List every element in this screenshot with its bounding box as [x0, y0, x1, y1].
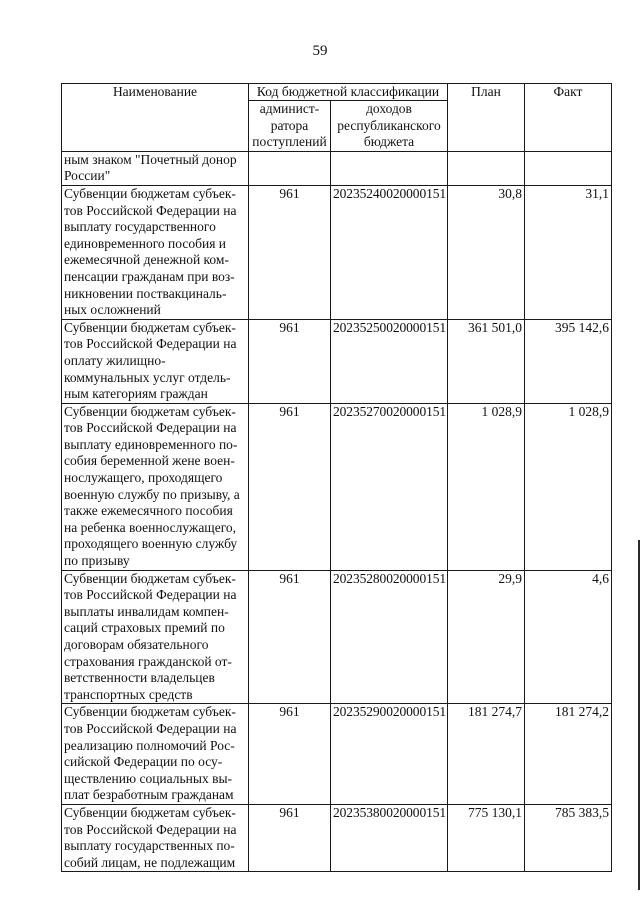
- row-fact: 4,6: [525, 570, 612, 704]
- row-fact: 785 383,5: [525, 804, 612, 871]
- row-income-code: 20235270020000151: [331, 403, 448, 570]
- row-name: ным знаком "Почетный донор России": [62, 151, 249, 185]
- row-plan: 1 028,9: [448, 403, 525, 570]
- table-row: [62, 151, 612, 185]
- table-row: [62, 319, 612, 403]
- table-row: [62, 185, 612, 319]
- row-fact: 1 028,9: [525, 403, 612, 570]
- row-admin-code: 961: [249, 185, 331, 319]
- row-name: Субвенции бюджетам субъек- тов Российской Федерации на оплату жилищно- коммунальных услуг отдель- ным категориям граждан: [62, 319, 249, 403]
- column-header-plan: План: [448, 84, 525, 152]
- column-header-name: Наименование: [62, 84, 249, 152]
- row-name: Субвенции бюджетам субъек- тов Российской Федерации на реализацию полномочий Рос- сийской Федерации по осу- ществлению социальных вы- плат безработным гражданам: [62, 704, 249, 805]
- column-header-fact: Факт: [525, 84, 612, 152]
- row-plan: [448, 151, 525, 185]
- row-income-code: 20235280020000151: [331, 570, 448, 704]
- row-fact: 395 142,6: [525, 319, 612, 403]
- table-row: [62, 804, 612, 871]
- row-fact: 31,1: [525, 185, 612, 319]
- row-admin-code: 961: [249, 804, 331, 871]
- row-admin-code: 961: [249, 570, 331, 704]
- row-income-code: [331, 151, 448, 185]
- row-admin-code: 961: [249, 403, 331, 570]
- row-income-code: 20235380020000151: [331, 804, 448, 871]
- page-number: 59: [312, 43, 328, 59]
- row-name: Субвенции бюджетам субъек- тов Российской Федерации на выплату единовременного по- собия беременной жене воен- нослужащего, проходящего военную службу по призыву, а также ежемесячного пособия на ребенка военнослужащего, проходящего военную службу по призыву: [62, 403, 249, 570]
- header-row-top: [62, 84, 612, 101]
- row-admin-code: [249, 151, 331, 185]
- column-header-admin: админист- ратора поступлений: [249, 101, 331, 152]
- table-row: [62, 704, 612, 805]
- row-plan: 181 274,7: [448, 704, 525, 805]
- table-row: [62, 570, 612, 704]
- row-income-code: 20235240020000151: [331, 185, 448, 319]
- row-name: Субвенции бюджетам субъек- тов Российской Федерации на выплату государственных по- собий лицам, не подлежащим: [62, 804, 249, 871]
- row-income-code: 20235290020000151: [331, 704, 448, 805]
- row-name: Субвенции бюджетам субъек- тов Российской Федерации на выплаты инвалидам компен- саций страховых премий по договорам обязательного страхования гражданской от- ветственности владельцев транспортных средств: [62, 570, 249, 704]
- row-admin-code: 961: [249, 319, 331, 403]
- row-plan: 361 501,0: [448, 319, 525, 403]
- row-admin-code: 961: [249, 704, 331, 805]
- row-plan: 30,8: [448, 185, 525, 319]
- table-row: [62, 403, 612, 570]
- row-income-code: 20235250020000151: [331, 319, 448, 403]
- column-header-income: доходов республиканского бюджета: [331, 101, 448, 152]
- row-fact: [525, 151, 612, 185]
- row-plan: 29,9: [448, 570, 525, 704]
- column-header-code-group: Код бюджетной классификации: [249, 84, 448, 101]
- row-fact: 181 274,2: [525, 704, 612, 805]
- row-name: Субвенции бюджетам субъек- тов Российской Федерации на выплату государственного единовременного пособия и ежемесячной денежной ком- пенсации гражданам при воз- никновении поствакциналь- ных осложнений: [62, 185, 249, 319]
- budget-table: [61, 83, 612, 872]
- row-plan: 775 130,1: [448, 804, 525, 871]
